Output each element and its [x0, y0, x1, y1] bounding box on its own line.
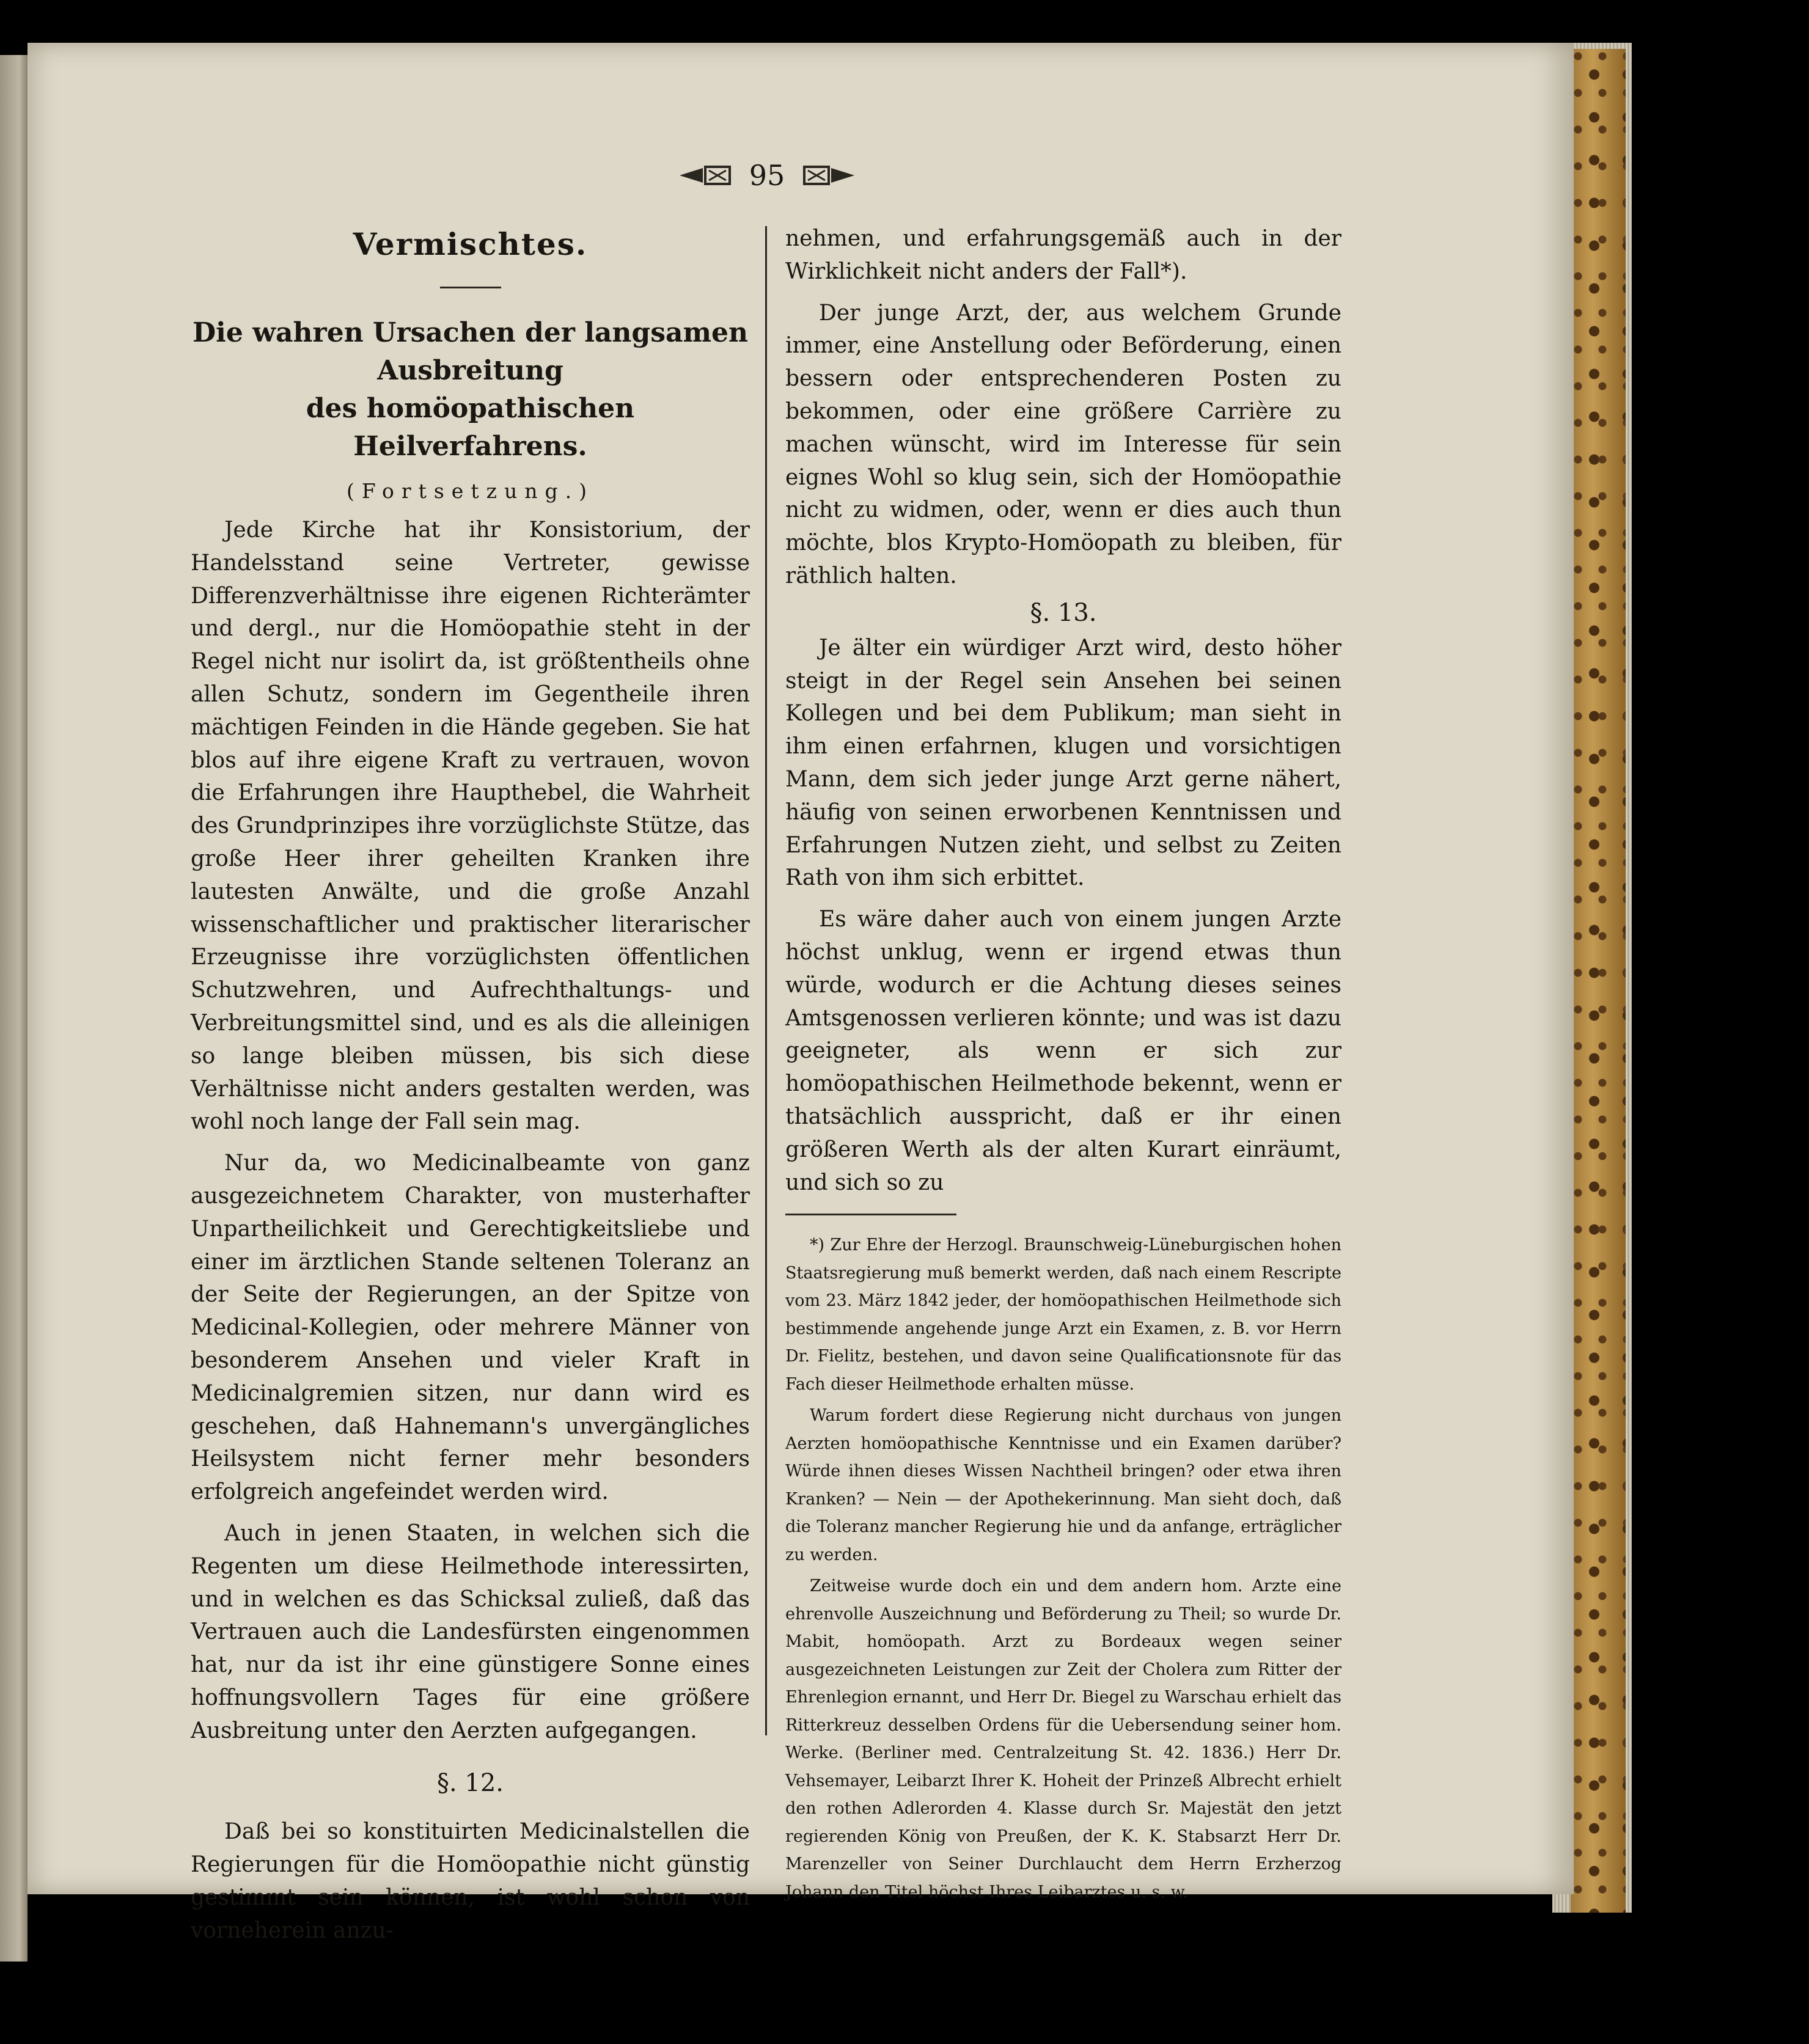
left-column	[191, 226, 750, 1947]
footnote-honours: Zeitweise wurde doch ein und dem andern hom. Arzte eine ehrenvolle Auszeichnung und Beförderung zu Theil; so wurde Dr. Mabit, homöopath. Arzt zu Bordeaux wegen seiner ausgezeichneten Leistungen zur Zeit der Cholera zum Ritter der Ehrenlegion ernannt, und Herr Dr. Biegel zu Warschau erhielt das Ritterkreuz desselben Ordens für die Uebersendung seiner hom. Werke. (Berliner med. Centralzeitung St. 42. 1836.) Herr Dr. Vehsemayer, Leibarzt Ihrer K. Hoheit der Prinzeß Albrecht erhielt den rothen Adlerorden 4. Klasse durch Sr. Majestät den jetzt regierenden König von Preußen, der K. K. Stabsarzt Herr Dr. Marenzeller von Seiner Durchlaucht dem Herrn Erzherzog Johann den Titel höchst Ihres Leibarztes u. s. w.	[785, 1577, 1341, 1902]
paragraph-medicinal-officials: Nur da, wo Medicinalbeamte von ganz ausgezeichnetem Charakter, von musterhafter Unpartheilichkeit und Gerechtigkeitsliebe und einer im ärztlichen Stande seltenen Toleranz an der Seite der Regierungen, an der Spitze von Medicinal-Kollegien, oder mehrere Männer von besonderem Ansehen und vieler Kraft in Medicinalgremien sitzen, nur dann wird es geschehen, daß Hahnemann's unvergängliches Heilsystem nicht ferner mehr besonders erfolgreich angefeindet werden wird.	[191, 1151, 750, 1505]
footnote-rule	[785, 1214, 956, 1215]
paragraph-consistorium: Jede Kirche hat ihr Konsistorium, der Handelsstand seine Vertreter, gewisse Differenzverhältnisse ihre eigenen Richterämter und dergl., nur die Homöopathie steht in der Regel nicht nur isolirt da, ist größtentheils ohne allen Schutz, sondern im Gegentheile ihren mächtigen Feinden in die Hände gegeben. Sie hat blos auf ihre eigene Kraft zu vertrauen, wovon die Erfahrungen ihre Haupthebel, die Wahrheit des Grundprinzipes ihre vorzüglichste Stütze, das große Heer ihrer geheilten Kranken ihre lautesten Anwälte, und die große Anzahl wissenschaftlicher und praktischer literarischer Erzeugnisse ihre vorzüglichsten öffentlichen Schutzwehren, und Aufrechthaltungs- und Verbreitungsmittel sind, und es als die alleinigen so lange bleiben müssen, bis sich diese Verhältnisse nicht anders gestalten werden, was wohl noch lange der Fall sein mag.	[191, 518, 750, 1135]
paragraph-regents: Auch in jenen Staaten, in welchen sich die Regenten um diese Heilmethode interessirten, und in welchen es das Schicksal zuließ, daß das Vertrauen auch die Landesfürsten eingenommen hat, nur da ist ihr eine günstigere Sonne eines hoffnungsvollern Tages für eine größere Ausbreitung unter den Aerzten aufgegangen.	[191, 1520, 750, 1743]
article-title-line-2: des homöopathischen Heilverfahrens.	[306, 393, 635, 462]
article-title-line-1: Die wahren Ursachen der langsamen Ausbreitung	[192, 317, 749, 386]
continuation-note: (Fortsetzung.)	[347, 479, 594, 503]
paragraph-young-doctor: Der junge Arzt, der, aus welchem Grunde immer, eine Anstellung oder Beförderung, einen bessern oder entsprechenderen Posten zu bekommen, oder eine größere Carrière zu machen wünscht, wird im Interesse für sein eignes Wohl so klug sein, sich der Homöopathie nicht zu widmen, oder, wenn er dies auch thun möchte, blos Krypto-Homöopath zu bleiben, für räthlich halten.	[785, 300, 1341, 588]
right-column	[785, 222, 1341, 1906]
section-number-13: §. 13.	[1030, 598, 1097, 627]
footnote-braunschweig: *) Zur Ehre der Herzogl. Braunschweig-Lüneburgischen hohen Staatsregierung muß bemerkt werden, daß nach einem Rescripte vom 23. März 1842 jeder, der homöopathischen Heilmethode sich bestimmende angehende junge Arzt ein Examen, z. B. vor Herrn Dr. Fielitz, bestehen, und davon seine Qualificationsnote für das Fach dieser Heilmethode erhalten müsse.	[785, 1236, 1341, 1394]
page-header	[657, 160, 877, 191]
paragraph-continuation: nehmen, und erfahrungsgemäß auch in der Wirklichkeit nicht anders der Fall*).	[785, 226, 1341, 284]
page-number: 95	[749, 159, 785, 192]
left-ornament-icon	[678, 164, 733, 186]
column-divider	[765, 226, 767, 1735]
footnote-question: Warum fordert diese Regierung nicht durchaus von jungen Aerzten homöopathische Kenntnisse und ein Examen darüber? Würde ihnen dieses Wissen Nachtheil bringen? oder etwa ihren Kranken? — Nein — der Apothekerinnung. Man sieht doch, daß die Toleranz mancher Regierung hie und da anfange, erträglicher zu werden.	[785, 1406, 1341, 1564]
paragraph-unwise: Es wäre daher auch von einem jungen Arzte höchst unklug, wenn er irgend etwas thun würde, wodurch er die Achtung dieses seines Amtsgenossen verlieren könnte; und was ist dazu geeigneter, als wenn er sich zur homöopathischen Heilmethode bekennt, wenn er thatsächlich ausspricht, daß er ihr einen größeren Werth als der alten Kurart einräumt, und sich so zu	[785, 907, 1341, 1195]
paragraph-older-doctor: Je älter ein würdiger Arzt wird, desto höher steigt in der Regel sein Ansehen bei seinen Kollegen und bei dem Publikum; man sieht in ihm einen erfahrnen, klugen und vorsichtigen Mann, dem sich jeder junge Arzt gerne nähert, häufig von seinen erworbenen Kenntnissen und Erfahrungen Nutzen zieht, und selbst zu Zeiten Rath von ihm sich erbittet.	[785, 635, 1341, 891]
book-cover-edge	[1571, 49, 1626, 1913]
right-ornament-icon	[801, 164, 856, 186]
article-title	[191, 314, 750, 466]
left-page-edge	[0, 55, 28, 1962]
heading-rule	[440, 287, 501, 288]
paragraph-section-12: Daß bei so konstituirten Medicinalstellen die Regierungen für die Homöopathie nicht günstig gestimmt sein können, ist wohl schon von vorneherein anzu-	[191, 1819, 750, 1943]
section-number-12: §. 12.	[436, 1769, 504, 1798]
section-heading: Vermischtes.	[353, 226, 588, 262]
